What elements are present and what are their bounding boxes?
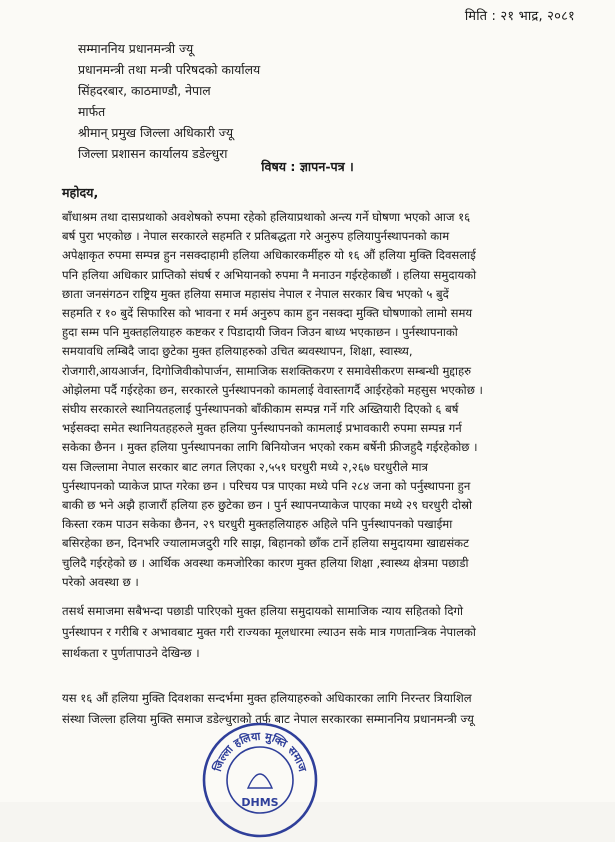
paragraph-line: छाता जनसंगठन राष्ट्रिय मुक्त हलिया समाज महासंघ नेपाल र नेपाल सरकार बिच भएको ५ बुदें [62, 286, 449, 301]
paragraph-line: संघीय सरकारले स्थानियतहलाई पुर्नस्थापनको बाँकीकाम सम्पन्न गर्ने गरि अख्तियारी दिएको ६ बर्ष [62, 402, 459, 417]
paragraph-line: रोजगारी,आयआर्जन, दिगोजिवीकोपार्जन, सामाजिक सशक्तिकरण र समावेसीकरण सम्बन्धी मुद्दाहरु [62, 363, 472, 378]
paragraph-line: भईसक्दा समेत स्थानियतहहरुले मुक्त हलिया पुर्नस्थापनको कामलाई प्रभावकारी रुपमा सम्पन्न गर्न [62, 421, 462, 436]
organization-seal-stamp [198, 718, 322, 842]
letter-date: मिति : २१ भाद्र, २०८१ [464, 9, 575, 24]
address-line: प्रधानमन्त्री तथा मन्त्री परिषदको कार्यालय [78, 62, 261, 77]
seal-abbreviation: DHMS [241, 796, 279, 809]
paragraph-line: पुर्नस्थापन र गरीबि र अभावबाट मुक्त गरी राज्यका मूलधारमा ल्याउन सके मात्र गणतान्त्रिक नेपालको [62, 625, 476, 639]
paragraph-line: बाँधाश्रम तथा दासप्रथाको अवशेषको रुपमा रहेको हलियाप्रथाको अन्त्य गर्ने घोषणा भएको आज १६ [62, 210, 471, 224]
paragraph-line: बाकी छ भने अझै हाजारौं हलिया हरु छुटेका छन । पुर्न स्थापनप्याकेज पाएका मध्ये २९ घरधुरी दोस्रो [62, 498, 473, 513]
paragraph-line: सकेका छैनन । मुक्त हलिया पुर्नस्थापनका लागि बिनियोजन भएको रकम बर्षेनी फ्रीजहुदै गईरहेकोछ । [62, 440, 478, 455]
seal-ring-text: जिल्ला हलिया मुक्ति समाज [210, 729, 310, 774]
paragraph-line: यस जिल्लामा नेपाल सरकार बाट लगत लिएका २,५५१ घरधुरी मध्ये २,२६७ घरधुरीले मात्र [62, 459, 428, 474]
paragraph-line: चुलिदै गईरहेको छ । आर्थिक अवस्था कमजोरिका कारण मुक्त हलिया शिक्षा ,स्वास्थ्य क्षेत्रमा पछाडी [62, 555, 469, 570]
seal-emblem-icon [248, 774, 272, 788]
address-line: जिल्ला प्रशासन कार्यालय डडेल्धुरा [78, 146, 228, 161]
body-paragraph-2 [62, 601, 592, 664]
paragraph-line: हुदा सम्म पनि मुक्तहलियाहरु कष्टकर र पिडादायी जिवन जिउन बाध्य भएकाछन । पुर्नस्थापनाको [62, 325, 458, 340]
paragraph-line: ओझेलमा पर्दै गईरहेका छन, सरकारले पुर्नस्थापनको कामलाई वेवास्तागर्दै आईरहेको महसुस भएकोछ । [62, 382, 483, 397]
paragraph-line: बसिरहेका छन, दिनभरि ज्यालामजदुरी गरि साझ, बिहानको छाँक टार्ने हलिया समुदायमा खाद्यसंकट [62, 536, 469, 551]
paragraph-line: अपेक्षाकृत रुपमा सम्पन्न हुन नसक्दाहामी हलिया अधिकारकर्मीहरु यो १६ औं हलिया मुक्ति दिवसलाई [62, 248, 476, 263]
paragraph-line: पुर्नस्थापनको प्याकेज प्राप्त गरेका छन । परिचय पत्र पाएका मध्ये पनि २८४ जना को पर्नुस्थापना हुन [62, 478, 471, 493]
address-line: सिंहदरबार, काठमाण्डौ, नेपाल [78, 83, 211, 98]
paragraph-line: सार्थकता र पुर्णतापाउने देखिन्छ । [62, 646, 200, 660]
paragraph-line: पनि हलिया अधिकार प्राप्तिको संघर्ष र अभियानको रुपमा नै मनाउन गईरहेकाछौं । हलिया समुदायको [62, 267, 477, 282]
body-paragraph-3 [62, 688, 592, 730]
address-line: मार्फत [78, 104, 106, 119]
paragraph-line: सहमति र १० बुदें सिफारिस को भावना र मर्म अनुरुप काम हुन नसक्दा मुक्ति घोषणाको लामो समय [62, 306, 473, 321]
paragraph-line: समयावधि लम्बिदै जादा छुटेका मुक्त हलियाहरुको उचित ब्यवस्थापन, शिक्षा, स्वास्थ्य, [62, 344, 413, 359]
paragraph-line: संस्था जिल्ला हलिया मुक्ति समाज डडेल्धुराको तर्फ बाट नेपाल सरकारका सम्माननिय प्रधानमन्त्री ज्यू [62, 712, 474, 726]
paragraph-line: तसर्थ समाजमा सबैभन्दा पछाडी पारिएको मुक्त हलिया समुदायको सामाजिक न्याय सहितको दिगो [62, 604, 464, 618]
body-paragraph-1 [62, 208, 592, 592]
letter-subject: विषय : ज्ञापन-पत्र । [261, 159, 354, 174]
paragraph-line: परेको अवस्था छ । [62, 574, 139, 589]
salutation: महोदय, [62, 185, 99, 200]
address-line: सम्माननिय प्रधानमन्त्री ज्यू [78, 41, 194, 56]
paragraph-line: किस्ता रकम पाउन सकेका छैनन, २९ घरधुरी मुक्तहलियाहरु अहिले पनि पुर्नस्थापनको पखाईमा [62, 517, 453, 532]
address-line: श्रीमान् प्रमुख जिल्ला अधिकारी ज्यू [78, 125, 233, 140]
paragraph-line: बर्ष पुरा भएकोछ । नेपाल सरकारले सहमति र प्रतिबद्धता गरे अनुरुप हलियापुर्नस्थापनको काम [62, 229, 450, 244]
paragraph-line: यस १६ औं हलिया मुक्ति दिवशका सन्दर्भमा मुक्त हलियाहरुको अधिकारका लागि निरन्तर त्रियाशिल [62, 691, 472, 705]
recipient-address [78, 38, 260, 164]
seal-graphic [198, 718, 322, 842]
